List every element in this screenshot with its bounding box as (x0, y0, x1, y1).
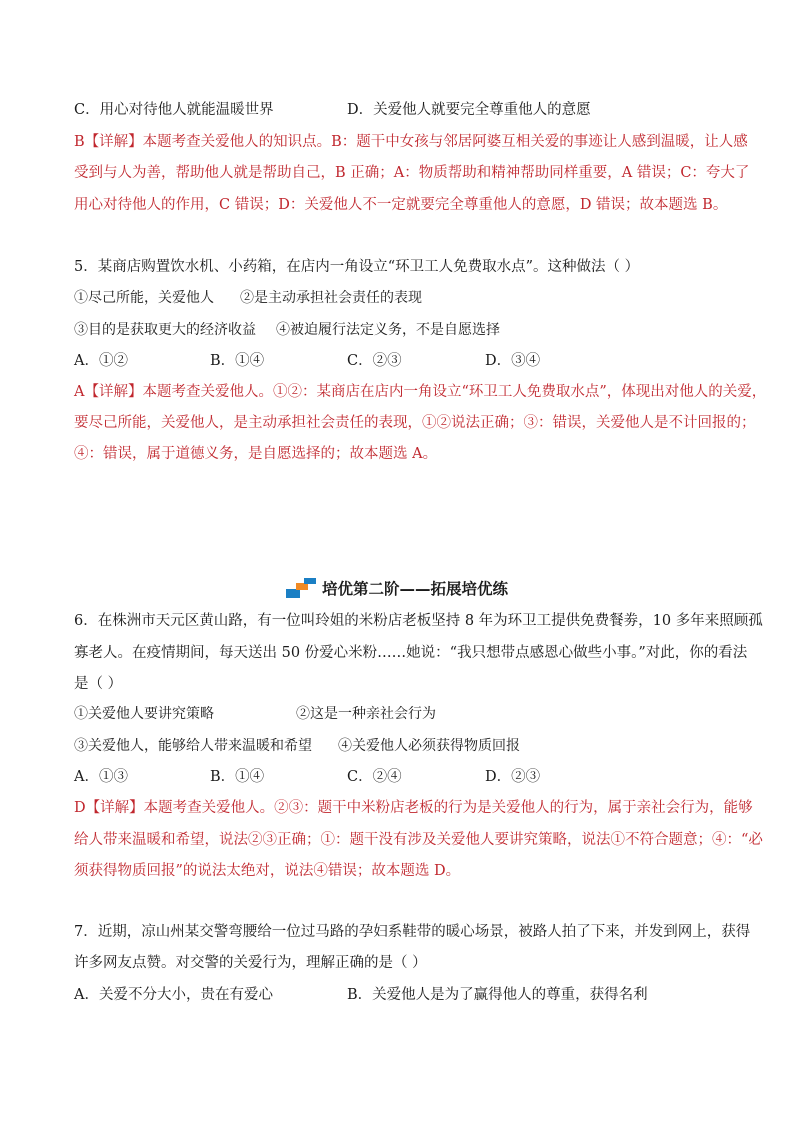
q6-statement-3: ③关爱他人，能够给人带来温暖和希望 (74, 738, 312, 754)
q6-statement-4: ④关爱他人必须获得物质回报 (338, 738, 520, 754)
q6-statement-1: ①关爱他人要讲究策略 (74, 706, 214, 722)
q6-option-c: C．②④ (347, 769, 402, 785)
q7-option-a: A．关爱不分大小，贵在有爱心 (74, 987, 273, 1003)
q5-statement-3: ③目的是获取更大的经济收益 (74, 322, 256, 338)
q6-answer-line: 须获得物质回报”的说法太绝对，说法④错误；故本题选 D。 (74, 863, 461, 879)
q6-stem-line: 6．在株洲市天元区黄山路，有一位叫玲姐的米粉店老板坚持 8 年为环卫工提供免费餐劵，10 多年来照顾孤 (74, 613, 763, 629)
q5-stem: 5．某商店购置饮水机、小药箱，在店内一角设立“环卫工人免费取水点”。这种做法（ ） (74, 259, 640, 275)
q5-answer-line: ④：错误，属于道德义务，是自愿选择的；故本题选 A。 (74, 446, 438, 462)
q5-statement-2: ②是主动承担社会责任的表现 (240, 290, 422, 306)
q6-statement-2: ②这是一种亲社会行为 (296, 706, 436, 722)
q5-option-c: C．②③ (347, 353, 402, 369)
q4-answer-line: 用心对待他人的作用，C 错误；D：关爱他人不一定就要完全尊重他人的意愿，D 错误；故本题选 B。 (74, 197, 728, 213)
q6-option-b: B．①④ (210, 769, 265, 785)
section-heading (0, 577, 794, 602)
q4-option-d: D．关爱他人就要完全尊重他人的意愿 (347, 102, 591, 118)
q5-answer-line: A【详解】本题考查关爱他人。①②：某商店在店内一角设立“环卫工人免费取水点”，体现出对他人的关爱， (74, 384, 767, 400)
q4-option-c: C．用心对待他人就能温暖世界 (74, 102, 274, 118)
q4-answer-line: B【详解】本题考查关爱他人的知识点。B：题干中女孩与邻居阿婆互相关爱的事迹让人感到温暖，让人感 (74, 134, 748, 150)
q7-stem-line: 许多网友点赞。对交警的关爱行为，理解正确的是（ ） (74, 955, 427, 971)
q6-option-d: D．②③ (485, 769, 541, 785)
q5-option-d: D．③④ (485, 353, 541, 369)
q7-stem-line: 7．近期，凉山州某交警弯腰给一位过马路的孕妇系鞋带的暖心场景，被路人拍了下来，并发到网上，获得 (74, 924, 751, 940)
q6-answer-line: D【详解】本题考查关爱他人。②③：题干中米粉店老板的行为是关爱他人的行为，属于亲社会行为，能够 (74, 800, 753, 816)
section-title: 培优第二阶——拓展培优练 (321, 580, 508, 598)
q5-option-a: A．①② (74, 353, 128, 369)
q5-option-b: B．①④ (210, 353, 265, 369)
q5-answer-line: 要尽己所能，关爱他人，是主动承担社会责任的表现，①②说法正确；③：错误，关爱他人是不计回报的； (74, 415, 756, 431)
q5-statement-4: ④被迫履行法定义务，不是自愿选择 (276, 322, 500, 338)
q6-stem-line: 寡老人。在疫情期间，每天送出 50 份爱心米粉……她说：“我只想带点感恩心做些小事。”对此，你的看法 (74, 645, 748, 661)
stairs-logo-icon (286, 578, 316, 598)
q7-option-b: B．关爱他人是为了赢得他人的尊重，获得名利 (347, 987, 648, 1003)
q4-answer-line: 受到与人为善，帮助他人就是帮助自己，B 正确；A：物质帮助和精神帮助同样重要，A 错误；C：夸大了 (74, 165, 750, 181)
q6-answer-line: 给人带来温暖和希望，说法②③正确；①：题干没有涉及关爱他人要讲究策略，说法①不符合题意；④：“必 (74, 832, 763, 848)
q6-option-a: A．①③ (74, 769, 128, 785)
q6-stem-line: 是（ ） (74, 676, 123, 692)
q5-statement-1: ①尽己所能，关爱他人 (74, 290, 214, 306)
